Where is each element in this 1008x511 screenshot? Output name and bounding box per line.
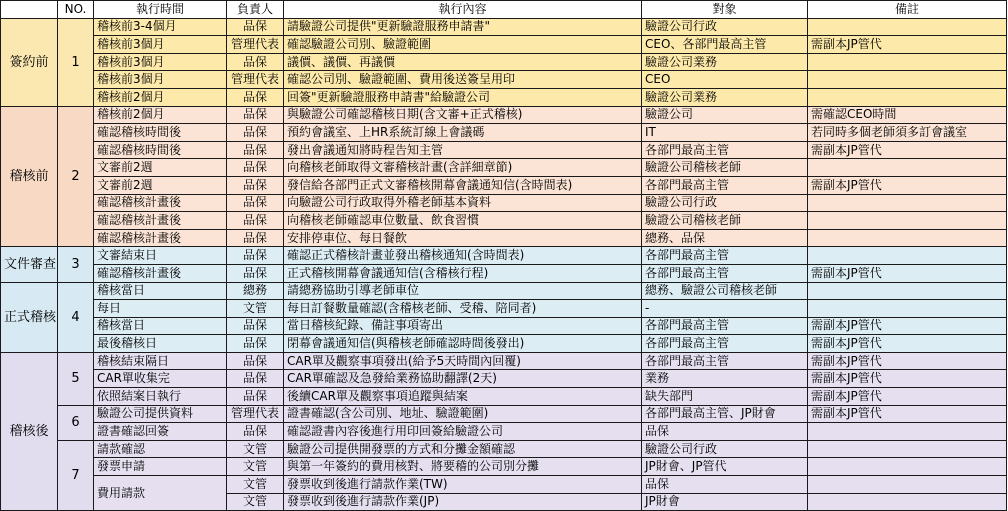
target-cell: IT	[642, 124, 808, 142]
timing-cell: 確認稽核計畫後	[94, 229, 227, 247]
target-cell: 總務、驗證公司稽核老師	[642, 282, 808, 300]
timing-cell: 稽核前3個月	[94, 53, 227, 71]
content-cell: 議價、議價、再議價	[284, 53, 642, 71]
target-cell: 各部門最高主管、JP財會	[642, 405, 808, 423]
note-cell: 需副本JP管代	[808, 388, 1007, 406]
content-header: 執行內容	[284, 1, 642, 19]
content-cell: 與第一年簽約的費用核對、將要稽的公司別分攤	[284, 458, 642, 476]
timing-cell: 依照結案日執行	[94, 388, 227, 406]
owner-cell: 品保	[227, 141, 284, 159]
content-cell: 向稽核老師確認車位數量、飲食習慣	[284, 212, 642, 230]
table-row	[1, 229, 1007, 247]
table-row	[1, 71, 1007, 89]
table-row	[1, 423, 1007, 441]
timing-cell: 確認稽核時間後	[94, 141, 227, 159]
note-cell: 需副本JP管代	[808, 141, 1007, 159]
content-cell: 證書確認(含公司別、地址、驗證範圍)	[284, 405, 642, 423]
content-cell: 閉幕會議通知信(與稽核老師確認時間後發出)	[284, 335, 642, 353]
timing-cell: 驗證公司提供資料	[94, 405, 227, 423]
table-row	[1, 440, 1007, 458]
note-cell	[808, 194, 1007, 212]
note-cell	[808, 458, 1007, 476]
target-cell: 驗證公司業務	[642, 53, 808, 71]
content-cell: 安排停車位、每日餐飲	[284, 229, 642, 247]
target-cell: 品保	[642, 476, 808, 494]
owner-cell: 文管	[227, 458, 284, 476]
note-cell	[808, 247, 1007, 265]
owner-cell: 品保	[227, 18, 284, 36]
owner-cell: 管理代表	[227, 405, 284, 423]
content-cell: 請驗證公司提供"更新驗證服務申請書"	[284, 18, 642, 36]
timing-cell: 稽核前3個月	[94, 36, 227, 54]
note-cell	[808, 212, 1007, 230]
table-row	[1, 476, 1007, 494]
content-cell: 請總務協助引導老師車位	[284, 282, 642, 300]
no-header: NO.	[58, 1, 94, 19]
owner-cell: 管理代表	[227, 71, 284, 89]
timing-cell: 稽核前2個月	[94, 88, 227, 106]
target-cell: 驗證公司稽核老師	[642, 212, 808, 230]
table-row	[1, 194, 1007, 212]
header-row	[1, 1, 1007, 19]
owner-cell: 品保	[227, 88, 284, 106]
owner-cell: 品保	[227, 124, 284, 142]
note-cell: 需副本JP管代	[808, 352, 1007, 370]
owner-cell: 品保	[227, 53, 284, 71]
owner-cell: 品保	[227, 106, 284, 124]
note-cell	[808, 440, 1007, 458]
no-cell: 3	[58, 247, 94, 282]
note-cell: 需副本JP管代	[808, 370, 1007, 388]
owner-cell: 文管	[227, 440, 284, 458]
target-cell: JP財會	[642, 493, 808, 511]
owner-cell: 品保	[227, 247, 284, 265]
table-row	[1, 124, 1007, 142]
timing-cell: 文審結束日	[94, 247, 227, 265]
content-cell: 每日訂餐數量確認(含稽核老師、受稽、陪同者)	[284, 300, 642, 318]
table-row	[1, 106, 1007, 124]
note-cell: 需確認CEO時間	[808, 106, 1007, 124]
no-cell: 4	[58, 282, 94, 352]
owner-cell: 品保	[227, 229, 284, 247]
note-cell	[808, 229, 1007, 247]
owner-cell: 品保	[227, 335, 284, 353]
phase-cell: 文件審查	[1, 247, 58, 282]
owner-cell: 文管	[227, 476, 284, 494]
no-cell: 5	[58, 352, 94, 405]
content-cell: 與驗證公司確認稽核日期(含文審+正式稽核)	[284, 106, 642, 124]
timing-cell: 稽核前3個月	[94, 71, 227, 89]
target-cell: 缺失部門	[642, 388, 808, 406]
phase-cell: 稽核後	[1, 352, 58, 510]
content-cell: 當日稽核紀錄、備註事項寄出	[284, 317, 642, 335]
timing-cell: 確認稽核計畫後	[94, 212, 227, 230]
owner-cell: 品保	[227, 176, 284, 194]
target-cell: 驗證公司行政	[642, 440, 808, 458]
table-row	[1, 53, 1007, 71]
timing-cell: 確認稽核計畫後	[94, 194, 227, 212]
timing-cell: 稽核結束隔日	[94, 352, 227, 370]
content-cell: 向驗證公司行政取得外稽老師基本資料	[284, 194, 642, 212]
timing-cell: 確認稽核計畫後	[94, 264, 227, 282]
timing-cell: 最後稽核日	[94, 335, 227, 353]
content-cell: CAR單確認及急發給業務協助翻譯(2天)	[284, 370, 642, 388]
owner-header: 負責人	[227, 1, 284, 19]
owner-cell: 管理代表	[227, 36, 284, 54]
timing-cell: 文審前2週	[94, 176, 227, 194]
target-cell: 驗證公司業務	[642, 88, 808, 106]
content-cell: 發票收到後進行請款作業(TW)	[284, 476, 642, 494]
owner-cell: 文管	[227, 493, 284, 511]
timing-cell: 費用請款	[94, 476, 227, 511]
note-cell	[808, 88, 1007, 106]
target-cell: 各部門最高主管	[642, 247, 808, 265]
no-cell: 7	[58, 440, 94, 510]
target-cell: 各部門最高主管	[642, 335, 808, 353]
target-cell: -	[642, 300, 808, 318]
content-cell: 確認公司別、驗證範圍、費用後送簽呈用印	[284, 71, 642, 89]
timing-cell: 文審前2週	[94, 159, 227, 177]
note-cell: 需副本JP管代	[808, 335, 1007, 353]
timing-header: 執行時間	[94, 1, 227, 19]
target-cell: JP財會、JP管代	[642, 458, 808, 476]
owner-cell: 品保	[227, 317, 284, 335]
note-cell	[808, 423, 1007, 441]
note-cell: 需副本JP管代	[808, 317, 1007, 335]
phase-cell: 稽核前	[1, 106, 58, 247]
target-cell: 各部門最高主管	[642, 317, 808, 335]
table-row	[1, 388, 1007, 406]
table-row	[1, 264, 1007, 282]
note-cell: 需副本JP管代	[808, 264, 1007, 282]
target-cell: 總務、品保	[642, 229, 808, 247]
target-cell: 各部門最高主管	[642, 264, 808, 282]
timing-cell: 稽核當日	[94, 317, 227, 335]
table-row	[1, 176, 1007, 194]
target-header: 對象	[642, 1, 808, 19]
note-cell	[808, 300, 1007, 318]
table-row	[1, 18, 1007, 36]
note-cell	[808, 18, 1007, 36]
target-cell: 驗證公司稽核老師	[642, 159, 808, 177]
target-cell: CEO	[642, 71, 808, 89]
content-cell: 確認正式稽核計畫並發出稽核通知(含時間表)	[284, 247, 642, 265]
timing-cell: 稽核前2個月	[94, 106, 227, 124]
target-cell: 各部門最高主管	[642, 352, 808, 370]
timing-cell: 確認稽核時間後	[94, 124, 227, 142]
owner-cell: 品保	[227, 159, 284, 177]
content-cell: 向稽核老師取得文審稽核計畫(含詳細章節)	[284, 159, 642, 177]
content-cell: 回簽"更新驗證服務申請書"給驗證公司	[284, 88, 642, 106]
target-cell: 品保	[642, 423, 808, 441]
owner-cell: 文管	[227, 300, 284, 318]
timing-cell: CAR單收集完	[94, 370, 227, 388]
content-cell: 驗證公司提供開發票的方式和分攤金額確認	[284, 440, 642, 458]
content-cell: 確認驗證公司別、驗證範圍	[284, 36, 642, 54]
table-row	[1, 458, 1007, 476]
content-cell: 發信給各部門正式文審稽核開幕會議通知信(含時間表)	[284, 176, 642, 194]
target-cell: 驗證公司行政	[642, 18, 808, 36]
owner-cell: 品保	[227, 388, 284, 406]
table-row	[1, 405, 1007, 423]
target-cell: 驗證公司行政	[642, 194, 808, 212]
owner-cell: 總務	[227, 282, 284, 300]
timing-cell: 證書確認回簽	[94, 423, 227, 441]
table-row	[1, 370, 1007, 388]
note-cell: 需副本JP管代	[808, 405, 1007, 423]
content-cell: 正式稽核開幕會議通知信(含稽核行程)	[284, 264, 642, 282]
table-row	[1, 282, 1007, 300]
table-row	[1, 212, 1007, 230]
owner-cell: 品保	[227, 352, 284, 370]
note-cell	[808, 159, 1007, 177]
content-cell: 發票收到後進行請款作業(JP)	[284, 493, 642, 511]
timing-cell: 稽核前3-4個月	[94, 18, 227, 36]
table-row	[1, 141, 1007, 159]
note-cell: 若同時多個老師須多訂會議室	[808, 124, 1007, 142]
note-cell	[808, 476, 1007, 494]
target-cell: 業務	[642, 370, 808, 388]
note-cell	[808, 53, 1007, 71]
timing-cell: 稽核當日	[94, 282, 227, 300]
target-cell: 各部門最高主管	[642, 176, 808, 194]
table-row	[1, 88, 1007, 106]
phase-cell: 正式稽核	[1, 282, 58, 352]
table-row	[1, 300, 1007, 318]
owner-cell: 品保	[227, 212, 284, 230]
timing-cell: 發票申請	[94, 458, 227, 476]
note-cell	[808, 71, 1007, 89]
table-row	[1, 247, 1007, 265]
table-row	[1, 159, 1007, 177]
note-cell: 需副本JP管代	[808, 36, 1007, 54]
owner-cell: 品保	[227, 423, 284, 441]
content-cell: 後續CAR單及觀察事項追蹤與結案	[284, 388, 642, 406]
phase-cell: 簽約前	[1, 18, 58, 106]
note-cell	[808, 282, 1007, 300]
no-cell: 6	[58, 405, 94, 440]
content-cell: 發出會議通知將時程告知主管	[284, 141, 642, 159]
owner-cell: 品保	[227, 264, 284, 282]
target-cell: 各部門最高主管	[642, 141, 808, 159]
table-row	[1, 352, 1007, 370]
owner-cell: 品保	[227, 370, 284, 388]
timing-cell: 每日	[94, 300, 227, 318]
table-row	[1, 335, 1007, 353]
content-cell: 預約會議室、上HR系統訂線上會議碼	[284, 124, 642, 142]
note-cell	[808, 493, 1007, 511]
note-cell: 需副本JP管代	[808, 176, 1007, 194]
note-header: 備註	[808, 1, 1007, 19]
owner-cell: 品保	[227, 194, 284, 212]
table-row	[1, 36, 1007, 54]
target-cell: CEO、各部門最高主管	[642, 36, 808, 54]
no-cell: 2	[58, 106, 94, 247]
target-cell: 驗證公司	[642, 106, 808, 124]
timing-cell: 請款確認	[94, 440, 227, 458]
no-cell: 1	[58, 18, 94, 106]
table-row	[1, 317, 1007, 335]
phase-header	[1, 1, 58, 19]
content-cell: CAR單及觀察事項發出(給予5天時間內回覆)	[284, 352, 642, 370]
content-cell: 確認證書內容後進行用印回簽給驗證公司	[284, 423, 642, 441]
